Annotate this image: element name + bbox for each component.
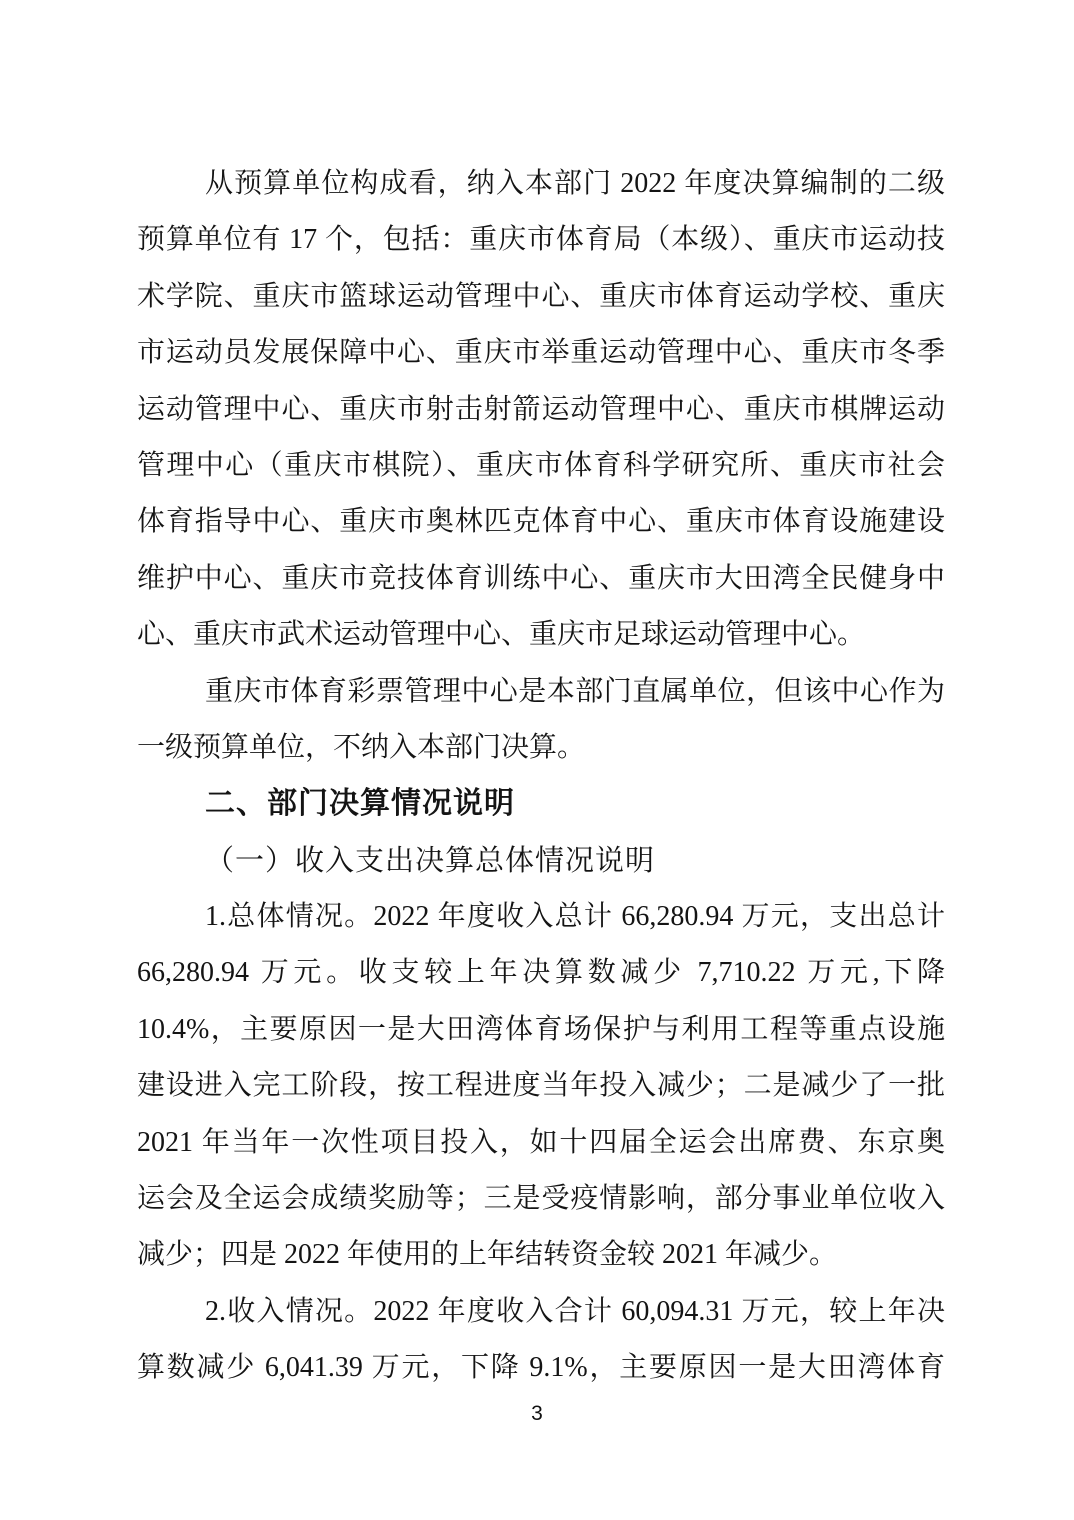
text-line: 66,280.94 万元。收支较上年决算数减少 7,710.22 万元,下降 — [137, 957, 945, 989]
paragraph — [137, 664, 945, 777]
text-line: 维护中心、重庆市竞技体育训练中心、重庆市大田湾全民健身中 — [137, 562, 945, 594]
paragraph — [137, 776, 945, 832]
text-line: 体育指导中心、重庆市奥林匹克体育中心、重庆市体育设施建设 — [137, 506, 945, 538]
text-line: 算数减少 6,041.39 万元，下降 9.1%，主要原因一是大田湾体育 — [137, 1352, 945, 1384]
text-line: 运会及全运会成绩奖励等；三是受疫情影响，部分事业单位收入 — [137, 1183, 945, 1215]
text-line: （一）收入支出决算总体情况说明 — [205, 844, 656, 877]
text-line: 二、部门决算情况说明 — [205, 787, 515, 821]
text-line: 预算单位有 17 个，包括：重庆市体育局（本级）、重庆市运动技 — [137, 224, 945, 256]
text-line: 重庆市体育彩票管理中心是本部门直属单位，但该中心作为 — [205, 675, 945, 707]
text-line: 术学院、重庆市篮球运动管理中心、重庆市体育运动学校、重庆 — [137, 280, 945, 312]
text-line: 2021 年当年一次性项目投入，如十四届全运会出席费、东京奥 — [137, 1126, 945, 1158]
document-body — [137, 156, 945, 1397]
paragraph — [137, 889, 945, 1284]
text-line: 10.4%，主要原因一是大田湾体育场保护与利用工程等重点设施 — [137, 1013, 945, 1045]
text-line: 市运动员发展保障中心、重庆市举重运动管理中心、重庆市冬季 — [137, 337, 945, 369]
text-line: 2.收入情况。2022 年度收入合计 60,094.31 万元，较上年决 — [205, 1295, 945, 1327]
text-line: 管理中心（重庆市棋院）、重庆市体育科学研究所、重庆市社会 — [137, 449, 945, 481]
text-line: 心、重庆市武术运动管理中心、重庆市足球运动管理中心。 — [137, 619, 866, 651]
text-line: 1.总体情况。2022 年度收入总计 66,280.94 万元，支出总计 — [205, 901, 945, 933]
text-line: 运动管理中心、重庆市射击射箭运动管理中心、重庆市棋牌运动 — [137, 393, 945, 425]
paragraph — [137, 1284, 945, 1397]
paragraph — [137, 833, 945, 889]
page-number: 3 — [531, 1402, 543, 1425]
text-line: 一级预算单位，不纳入本部门决算。 — [137, 731, 586, 763]
text-line: 从预算单位构成看，纳入本部门 2022 年度决算编制的二级 — [205, 168, 945, 199]
text-line: 减少；四是 2022 年使用的上年结转资金较 2021 年减少。 — [137, 1239, 838, 1271]
text-line: 建设进入完工阶段，按工程进度当年投入减少；二是减少了一批 — [137, 1070, 945, 1102]
paragraph — [137, 156, 945, 664]
